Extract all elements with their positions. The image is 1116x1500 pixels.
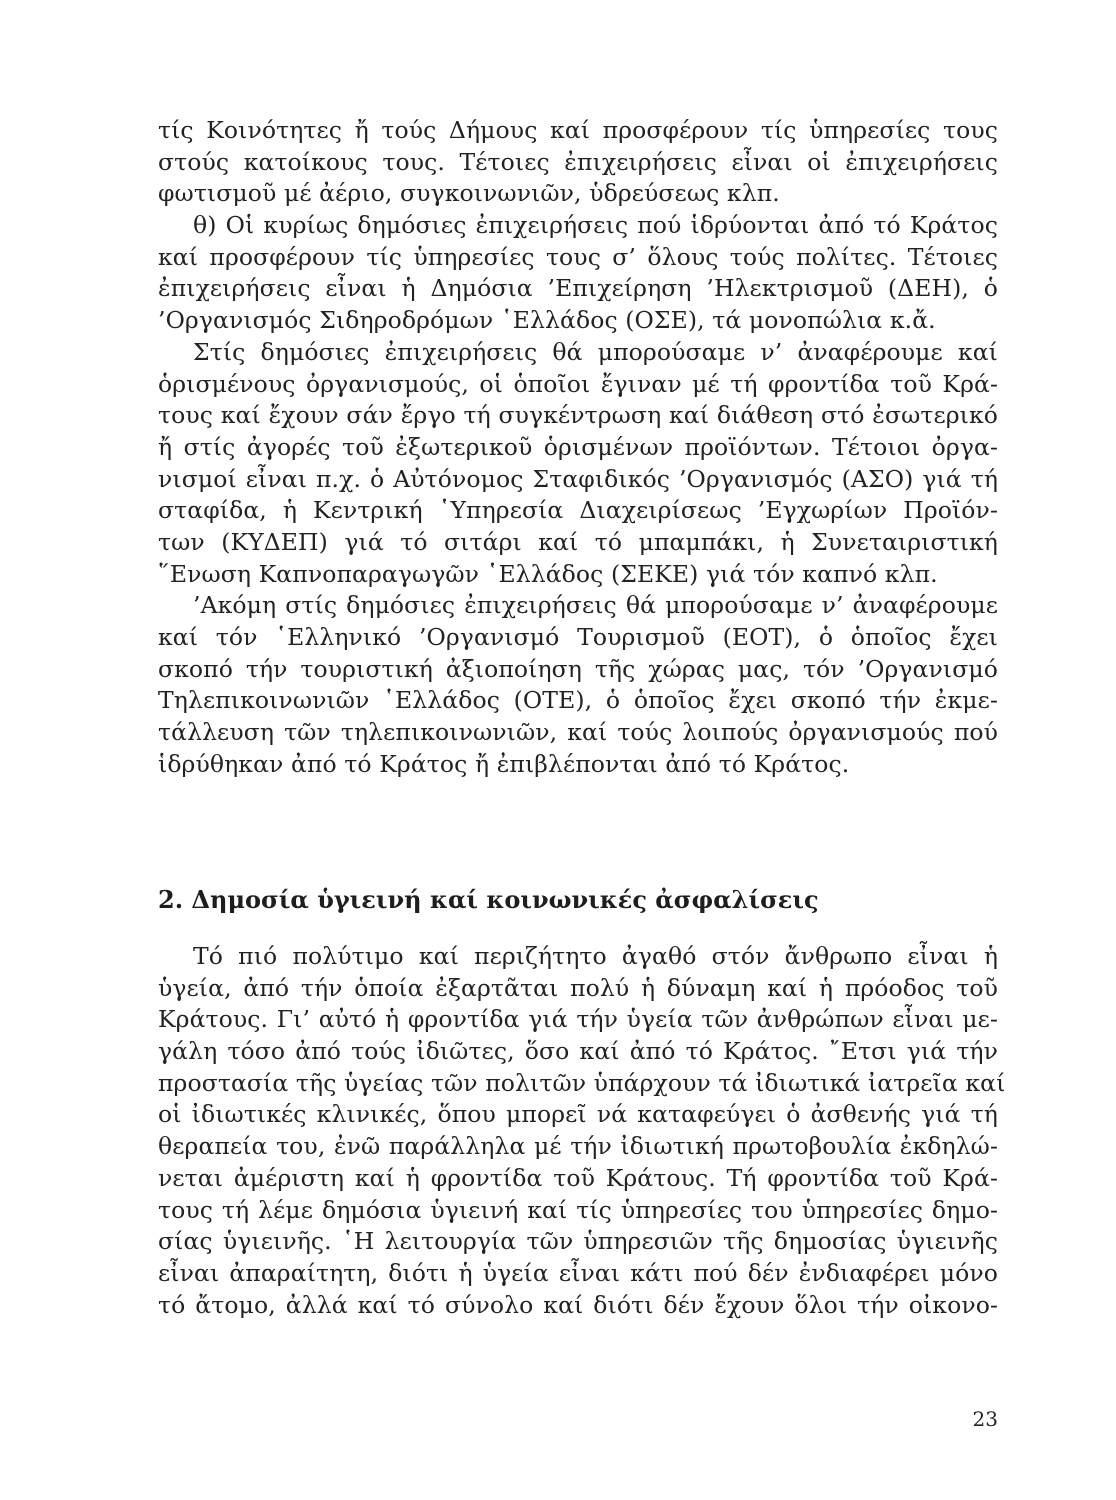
text-line: τους καί ἔχουν σάν ἔργο τή συγκέντρωση καί διάθεση στό ἐσωτερικό (158, 401, 998, 430)
text-line: τίς Κοινότητες ἤ τούς Δήμους καί προσφέρουν τίς ὑπηρεσίες τους (158, 116, 998, 144)
text-line: νεται ἀμέριστη καί ἡ φροντίδα τοῦ Κράτους. Τή φροντίδα τοῦ Κρά- (158, 1163, 998, 1192)
text-line: θ) Οἱ κυρίως δημόσιες ἐπιχειρήσεις πού ἱδρύονται ἀπό τό Κράτος (193, 211, 998, 240)
text-line: εἶναι ἀπαραίτητη, διότι ἡ ὑγεία εἶναι κάτι πού δέν ἐνδιαφέρει μόνο (158, 1258, 998, 1287)
text-line: τάλλευση τῶν τηλεπικοινωνιῶν, καί τούς λοιπούς ὀργανισμούς πού (158, 718, 998, 747)
text-line: Στίς δημόσιες ἐπιχειρήσεις θά μπορούσαμε ν’ ἀναφέρουμε καί (193, 337, 998, 366)
text-line: ἤ στίς ἀγορές τοῦ ἐξωτερικοῦ ὁρισμένων προϊόντων. Τέτοιοι ὀργα- (158, 432, 998, 461)
text-line: ἐπιχειρήσεις εἶναι ἡ Δημόσια ’Επιχείρηση ’Ηλεκτρισμοῦ (ΔΕΗ), ὁ (158, 274, 998, 303)
section-heading: 2. Δημοσία ὑγιεινή καί κοινωνικές ἀσφαλίσεις (158, 885, 819, 914)
text-line: προστασία τῆς ὑγείας τῶν πολιτῶν ὑπάρχουν τά ἰδιωτικά ἰατρεῖα καί (158, 1068, 1006, 1097)
text-line: ῞Ενωση Καπνοπαραγωγῶν ῾Ελλάδος (ΣΕΚΕ) γιά τόν καπνό κλπ. (158, 559, 938, 588)
text-line: γάλη τόσο ἀπό τούς ἰδιῶτες, ὅσο καί ἀπό τό Κράτος. ῎Ετσι γιά τήν (158, 1037, 998, 1066)
text-line: ἱδρύθηκαν ἀπό τό Κράτος ἤ ἐπιβλέπονται ἀπό τό Κράτος. (158, 749, 850, 778)
text-block-public-health (158, 941, 1006, 1321)
text-line: φωτισμοῦ μέ ἀέριο, συγκοινωνιῶν, ὑδρεύσεως κλπ. (158, 179, 780, 208)
text-line: καί τόν ῾Ελληνικό ’Οργανισμό Τουρισμοῦ (ΕΟΤ), ὁ ὁποῖος ἔχει (158, 623, 998, 651)
text-block-public-enterprises (158, 115, 998, 780)
text-line: καί προσφέρουν τίς ὑπηρεσίες τους σ’ ὅλους τούς πολίτες. Τέτοιες (158, 242, 998, 271)
text-line: ὁρισμένους ὀργανισμούς, οἱ ὁποῖοι ἔγιναν μέ τή φροντίδα τοῦ Κρά- (158, 369, 998, 398)
text-line: σταφίδα, ἡ Κεντρική ῾Υπηρεσία Διαχειρίσεως ’Εγχωρίων Προϊόν- (158, 496, 998, 525)
text-line: ὑγεία, ἀπό τήν ὁποία ἐξαρτᾶται πολύ ἡ δύναμη καί ἡ πρόοδος τοῦ (158, 973, 998, 1002)
text-line: ’Οργανισμός Σιδηροδρόμων ῾Ελλάδος (ΟΣΕ), τά μονοπώλια κ.ἄ. (158, 306, 936, 335)
text-line: οἱ ἰδιωτικές κλινικές, ὅπου μπορεῖ νά καταφεύγει ὁ ἀσθενής γιά τή (158, 1100, 998, 1129)
text-line: νισμοί εἶναι π.χ. ὁ Αὐτόνομος Σταφιδικός ’Οργανισμός (ΑΣΟ) γιά τή (158, 464, 998, 493)
text-line: Κράτους. Γι’ αὐτό ἡ φροντίδα γιά τήν ὑγεία τῶν ἀνθρώπων εἶναι με- (158, 1005, 998, 1034)
text-line: τους τή λέμε δημόσια ὑγιεινή καί τίς ὑπηρεσίες του ὑπηρεσίες δημο- (158, 1195, 998, 1224)
text-line: θεραπεία του, ἐνῶ παράλληλα μέ τήν ἰδιωτική πρωτοβουλία ἐκδηλώ- (158, 1132, 998, 1161)
text-line: σίας ὑγιεινῆς. ῾Η λειτουργία τῶν ὑπηρεσιῶν τῆς δημοσίας ὑγιεινῆς (158, 1227, 998, 1256)
text-line: σκοπό τήν τουριστική ἀξιοποίηση τῆς χώρας μας, τόν ’Οργανισμό (158, 654, 998, 683)
page-number: 23 (972, 1407, 998, 1431)
text-line: στούς κατοίκους τους. Τέτοιες ἐπιχειρήσεις εἶναι οἱ ἐπιχειρήσεις (158, 147, 998, 176)
text-line: Τηλεπικοινωνιῶν ῾Ελλάδος (ΟΤΕ), ὁ ὁποῖος ἔχει σκοπό τήν ἐκμε- (158, 686, 998, 715)
text-line: τό ἄτομο, ἀλλά καί τό σύνολο καί διότι δέν ἔχουν ὅλοι τήν οἰκονο- (158, 1290, 998, 1319)
text-line: των (ΚΥΔΕΠ) γιά τό σιτάρι καί τό μπαμπάκι, ἡ Συνεταιριστική (158, 527, 998, 556)
text-line: Τό πιό πολύτιμο καί περιζήτητο ἀγαθό στόν ἄνθρωπο εἶναι ἡ (193, 942, 998, 970)
text-line: ’Ακόμη στίς δημόσιες ἐπιχειρήσεις θά μπορούσαμε ν’ ἀναφέρουμε (193, 591, 998, 620)
